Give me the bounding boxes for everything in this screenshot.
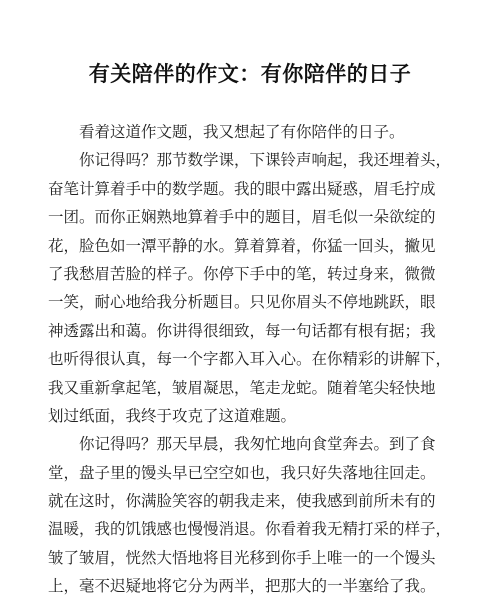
text-line: 一笑，耐心地给我分析题目。只见你眉头不停地跳跃，眼 bbox=[48, 293, 436, 312]
text-line: 看着这道作文题，我又想起了有你陪伴的日子。 bbox=[79, 123, 405, 141]
text-line: 就在这时，你满脸笑容的朝我走来，使我感到前所未有的 bbox=[48, 492, 436, 511]
text-line: 花，脸色如一潭平静的水。算着算着，你猛一回头，撇见 bbox=[48, 236, 436, 255]
text-line: 你记得吗？那节数学课，下课铃声响起，我还埋着头， bbox=[79, 151, 452, 170]
article-title: 有关陪伴的作文：有你陪伴的日子 bbox=[88, 61, 412, 86]
text-line: 堂，盘子里的馒头早已空空如也，我只好失落地往回走。 bbox=[48, 463, 436, 482]
text-line: 你记得吗？那天早晨，我匆忙地向食堂奔去。到了食 bbox=[79, 435, 436, 454]
text-line: 奋笔计算着手中的数学题。我的眼中露出疑惑，眉毛拧成 bbox=[48, 179, 436, 198]
text-line: 划过纸面，我终于攻克了这道难题。 bbox=[48, 406, 297, 425]
text-line: 一团。而你正娴熟地算着手中的题目，眉毛似一朵欲绽的 bbox=[48, 208, 436, 227]
text-line: 神透露出和蔼。你讲得很细致，每一句话都有根有据；我 bbox=[48, 321, 436, 340]
text-line: 皱了皱眉，恍然大悟地将目光移到你手上唯一的一个馒头 bbox=[48, 548, 436, 567]
text-line: 我又重新拿起笔，皱眉凝思，笔走龙蛇。随着笔尖轻快地 bbox=[48, 378, 436, 397]
text-line: 温暖，我的饥饿感也慢慢消退。你看着我无精打采的样子， bbox=[48, 520, 452, 539]
article-body bbox=[48, 118, 452, 601]
text-line: 了我愁眉苦脸的样子。你停下手中的笔，转过身来，微微 bbox=[48, 264, 436, 283]
text-line: 也听得很认真，每一个字都入耳入心。在你精彩的讲解下， bbox=[48, 350, 452, 369]
text-line: 上，毫不迟疑地将它分为两半，把那大的一半塞给了我。 bbox=[48, 577, 436, 596]
